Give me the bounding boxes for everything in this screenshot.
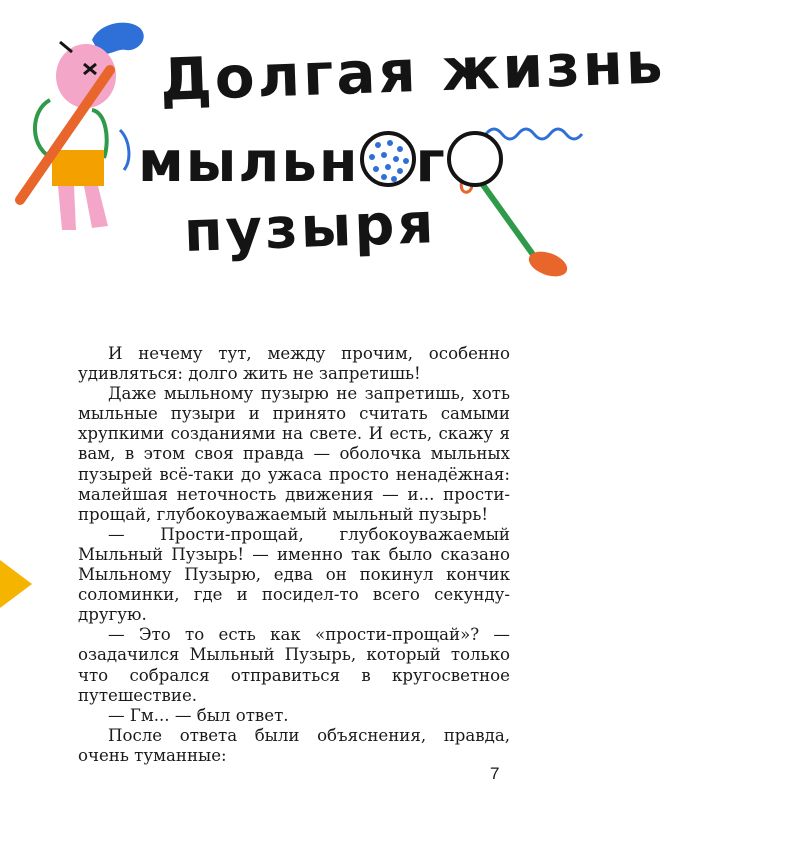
paragraph: Даже мыльному пузырю не запретишь, хоть мыльные пузыри и принято считать самыми хрупкими созданиями на свете. И есть, скажу я вам, в этом своя правда — оболочка мыльных пузырей всё-таки до ужаса просто ненадёжная: малейшая неточность движения — и... прости-прощай, глубокоуважаемый мыльный пузырь! (78, 384, 510, 524)
bubble-ring-icon (447, 131, 503, 187)
title-text-2a: мыльн (138, 130, 360, 195)
triangle-icon (0, 560, 34, 610)
page-number: 7 (490, 764, 500, 783)
title-text-2b: г (415, 130, 447, 195)
paragraph: — Это то есть как «прости-прощай»? — озадачился Мыльный Пузырь, который только что собрался отправиться в кругосветное путешествие. (78, 625, 510, 705)
bubble-dots-icon (360, 131, 416, 187)
paragraph: — Гм... — был ответ. (108, 705, 289, 725)
paragraph: — Прости-прощай, глубокоуважаемый Мыльный Пузырь! — именно так было сказано Мыльному Пузырю, едва он покинул кончик соломинки, где и посидел-то всего секунду-другую. (78, 524, 510, 625)
body-text (78, 344, 510, 766)
title-text-1: Долгая жизнь (158, 28, 667, 114)
paragraph: И нечему тут, между прочим, особенно удивляться: долго жить не запретишь! (78, 344, 510, 384)
paragraph: После ответа были объяснения, правда, очень туманные: (78, 725, 510, 765)
title-text-3: пузыря (182, 191, 438, 265)
child-illustration-icon (35, 23, 144, 230)
